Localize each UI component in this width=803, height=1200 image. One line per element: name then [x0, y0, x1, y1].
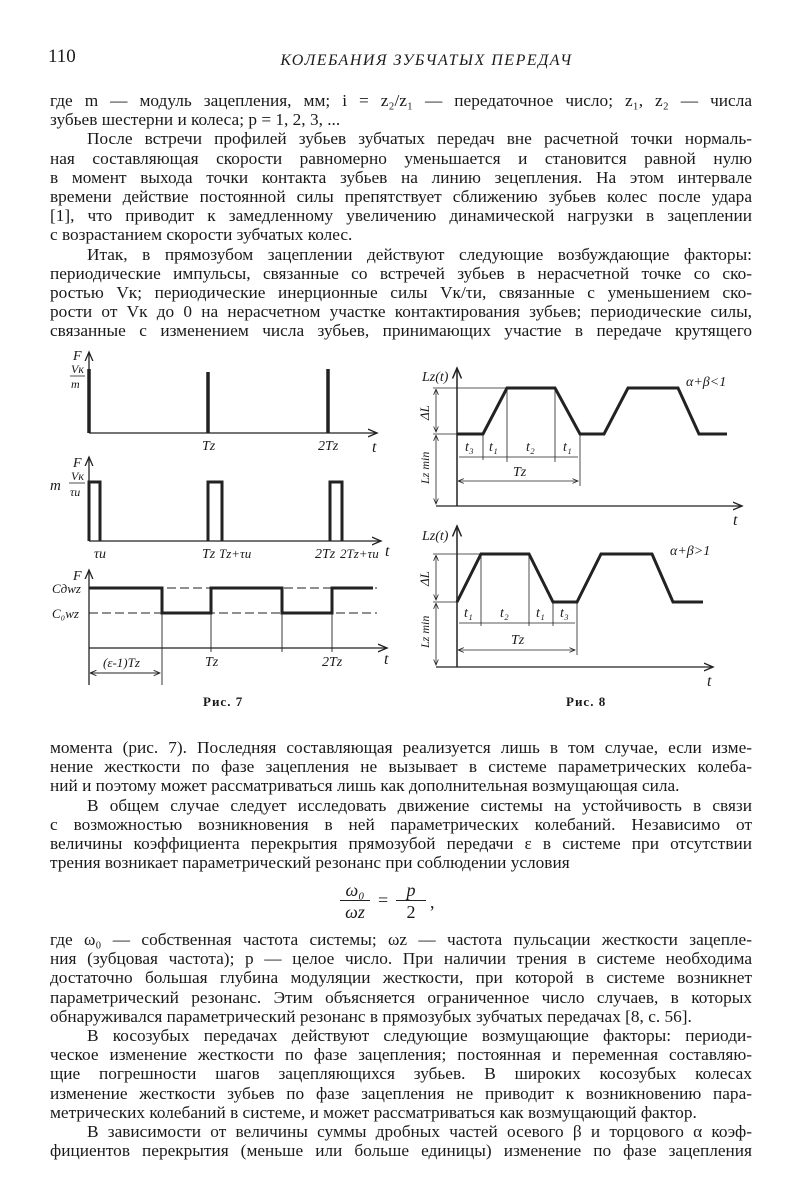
text-line: Итак, в прямозубом зацеплении действуют следующие возбуждающие факторы: [87, 244, 752, 264]
text-line: зубьев шестерни и колеса; p = 1, 2, 3, ... [50, 110, 341, 130]
fig7-rectangular-pulse-panel [89, 457, 381, 541]
figure-7 [89, 352, 387, 685]
axis-label: F [73, 569, 82, 584]
formula-comma: , [430, 892, 435, 912]
formula-numerator: p [396, 880, 426, 901]
text-line: достаточно большая глубина модуляции жесткости, при которой в системе возникнет [50, 968, 752, 988]
pulse [89, 482, 100, 541]
level-numerator: Vк [71, 469, 84, 483]
text-line: ний и поэтому может рассматриваться лишь как дополнительная возмущающая сила. [50, 776, 680, 796]
axis-label: F [73, 349, 82, 364]
text-line: изменение жесткости зубьев по фазе зацепления не приводит к возникновению пара- [50, 1083, 752, 1103]
text-line: нение жесткости по фазе зацепления не вызывает в системе параметрических колеба- [50, 757, 752, 777]
segment-label: t₃ [465, 440, 474, 455]
formula-numerator: ω₀ [340, 880, 370, 901]
mesh-length-curve [457, 388, 727, 434]
text-line: ростью Vк; периодические инерционные силы Vк/τи, связанные с уменьшением ско- [50, 282, 752, 302]
tick-label: 2Tz [315, 547, 336, 562]
level-numerator: Vк [71, 362, 84, 376]
lmin-label: Lz min [418, 451, 432, 484]
formula-denominator: ωz [345, 902, 365, 922]
pulse [208, 482, 222, 541]
text-line: ния (зубцовая частота); p — целое число. При наличии трения в системе необходима [50, 949, 752, 969]
text-line: ная составляющая скорости равномерно уменьшается и становится равной нулю [50, 148, 752, 168]
text-line: фициентов перекрытия (меньше или больше единицы) изменение по фазе зацепления [50, 1141, 752, 1161]
axis-label: t [384, 651, 389, 668]
page-number: 110 [48, 46, 76, 67]
running-title: КОЛЕБАНИЯ ЗУБЧАТЫХ ПЕРЕДАЧ [280, 52, 573, 69]
text-line: где m — модуль зацепления, мм; i = z₂/z₁ — передаточное число; z₁, z₂ — числа [50, 91, 752, 110]
formula-denominator: 2 [406, 902, 416, 922]
delta-label: ΔL [417, 405, 432, 420]
text-line: параметрический резонанс. Этим объясняется ограниченное число случаев, в которых [50, 987, 752, 1007]
text-line: метрических колебаний в системе, и может рассматриваться как возмущающий фактор. [50, 1102, 697, 1122]
tick-label: Tz [202, 547, 216, 562]
axis-label: Lz(t) [422, 529, 449, 544]
level-denominator: m [71, 377, 80, 391]
text-line: обнаруживался параметрический резонанс в прямозубых зубчатых передачах [8, с. 56]. [50, 1006, 692, 1026]
tick-label: τи [94, 547, 107, 562]
text-line: периодические импульсы, связанные со встречей зубьев в нерасчетной точке со ско- [50, 263, 752, 283]
lmin-label: Lz min [418, 615, 432, 648]
axis-label: Lz(t) [422, 370, 449, 385]
text-line: трения возникает параметрический резонанс при соблюдении условия [50, 853, 570, 873]
mesh-length-curve [457, 554, 703, 602]
text-line: с возрастанием скорости зубчатых колес. [50, 225, 353, 245]
fig8-labels [417, 370, 738, 709]
condition-label: α+β<1 [686, 375, 727, 390]
tick-label: Tz+τи [219, 546, 252, 561]
segment-label: t₁ [489, 440, 498, 455]
segment-label: t₁ [536, 606, 545, 621]
figure-8 [433, 368, 742, 667]
condition-label: α+β>1 [670, 544, 711, 559]
text-line: момента (рис. 7). Последняя составляющая реализуется лишь в том случае, если изме- [50, 738, 752, 757]
text-line: рости от Vк до 0 на нерасчетном участке контактирования зубьев; периодические силы, [50, 302, 752, 322]
text-line: В общем случае следует исследовать движение системы на устойчивость в связи [87, 795, 752, 815]
tick-label: Tz [205, 655, 219, 670]
period-label: Tz [511, 633, 525, 648]
level-prefix: m [50, 478, 61, 494]
text-line: величины коэффициента перекрытия прямозубой передачи ε в системе при отсутствии [50, 833, 752, 853]
segment-label: t₁ [464, 606, 473, 621]
tick-label: 2Tz [322, 655, 343, 670]
fig7-impulse-panel [89, 352, 377, 433]
text-line: ческое изменение жесткости по фазе зацепления; постоянная и переменная составляю- [50, 1045, 752, 1065]
axis-label: t [733, 512, 738, 529]
figure-caption: Рис. 8 [566, 694, 607, 709]
level-label-low: C₀wz [52, 606, 79, 621]
text-line: щие погрешности шагов зацепляющихся зубьев. В широких косозубых колесах [50, 1064, 752, 1084]
level-denominator: τи [70, 485, 81, 499]
level-label-high: Cдwz [52, 581, 81, 596]
axis-label: F [73, 456, 82, 471]
tick-label: 2Tz+τи [340, 546, 379, 561]
text-line: В косозубых передачах действуют следующие возмущающие факторы: периоди- [87, 1025, 752, 1045]
text-line: После встречи профилей зубьев зубчатых передач вне расчетной точки нормаль- [87, 129, 752, 149]
axis-label: t [707, 673, 712, 690]
segment-label: t₁ [563, 440, 572, 455]
text-line: связанные с изменением числа зубьев, принимающих участие в передаче крутящего [50, 321, 752, 341]
text-line: где ω₀ — собственная частота системы; ωz — частота пульсации жесткости зацепле- [50, 930, 752, 949]
stiffness-step [89, 588, 373, 613]
period-label: Tz [513, 465, 527, 480]
text-line: [1], что приводит к замедленному увеличению динамической нагрузки в зацеплении [50, 206, 752, 226]
pulse [330, 482, 342, 541]
text-line: с возможностью возникновения в ней параметрических колебаний. Независимо от [50, 814, 752, 834]
delta-label: ΔL [417, 571, 432, 586]
formula-equals: = [378, 890, 389, 910]
text-line: В зависимости от величины суммы дробных частей осевого β и торцового α коэф- [87, 1121, 752, 1141]
axis-label: t [372, 439, 377, 456]
segment-label: t₂ [500, 606, 509, 621]
axis-label: t [385, 543, 390, 560]
segment-label: t₂ [526, 440, 535, 455]
text-line: времени действие постоянной силы препятствует сближению зубьев колес после удара [50, 186, 752, 206]
segment-label: t₃ [560, 606, 569, 621]
tick-label: Tz [202, 439, 216, 454]
tick-label: 2Tz [318, 439, 339, 454]
interval-label: (ε-1)Tz [103, 655, 140, 670]
figure-caption: Рис. 7 [203, 694, 244, 709]
text-line: в момент выхода точки контакта зубьев на линию зецепления. На этом интервале [50, 167, 752, 187]
